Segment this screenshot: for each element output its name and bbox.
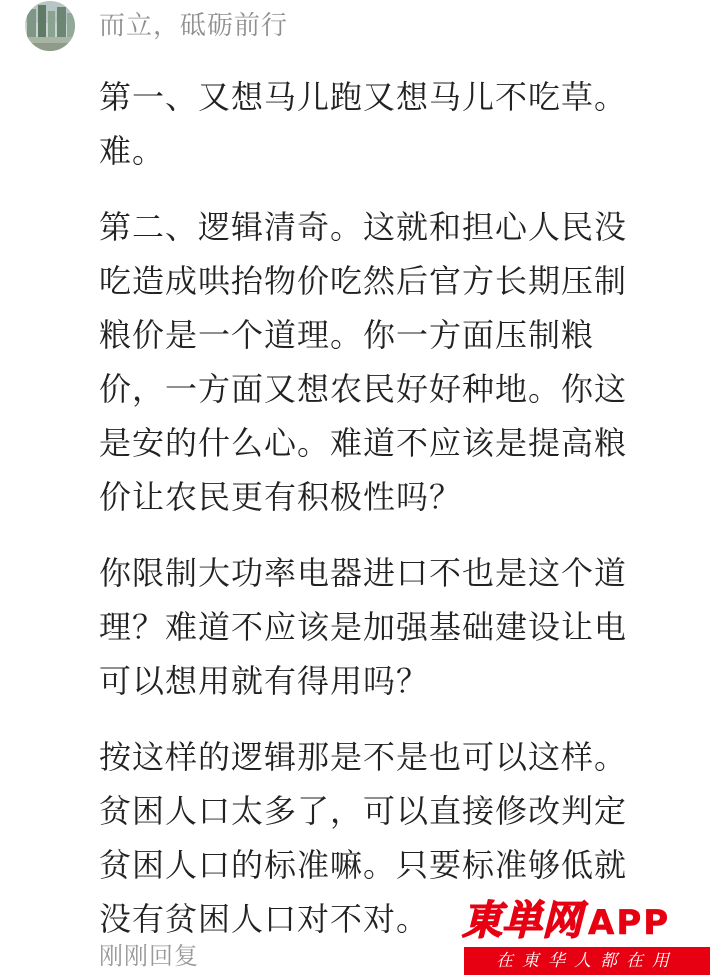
comment-paragraph: 按这样的逻辑那是不是也可以这样。贫困人口太多了，可以直接修改判定贫困人口的标准嘛。只要标准够低就没有贫困人口对不对。 <box>99 738 628 938</box>
watermark-logo <box>462 899 670 945</box>
watermark-slogan: 在東华人都在用 <box>464 947 710 975</box>
comment-paragraph: 第二、逻辑清奇。这就和担心人民没吃造成哄抬物价吃然后官方长期压制粮价是一个道理。你一方面压制粮价，一方面又想农民好好种地。你这是安的什么心。难道不应该是提高粮价让农民更有积极性吗？ <box>99 208 628 516</box>
comment-paragraph: 第一、又想马儿跑又想马儿不吃草。难。 <box>99 78 628 170</box>
reply-time-link[interactable]: 刚刚回复 <box>99 942 199 970</box>
username[interactable]: 而立，砥砺前行 <box>99 11 289 41</box>
landscape-photo-icon <box>25 1 75 51</box>
user-avatar[interactable] <box>25 1 75 51</box>
comment-paragraph: 你限制大功率电器进口不也是这个道理？难道不应该是加强基础建设让电可以想用就有得用吗？ <box>99 554 628 700</box>
comment-body <box>99 70 659 968</box>
watermark-app-text: APP <box>588 903 671 943</box>
watermark-logo-text: 東単网 <box>462 898 582 944</box>
app-watermark <box>462 899 712 977</box>
